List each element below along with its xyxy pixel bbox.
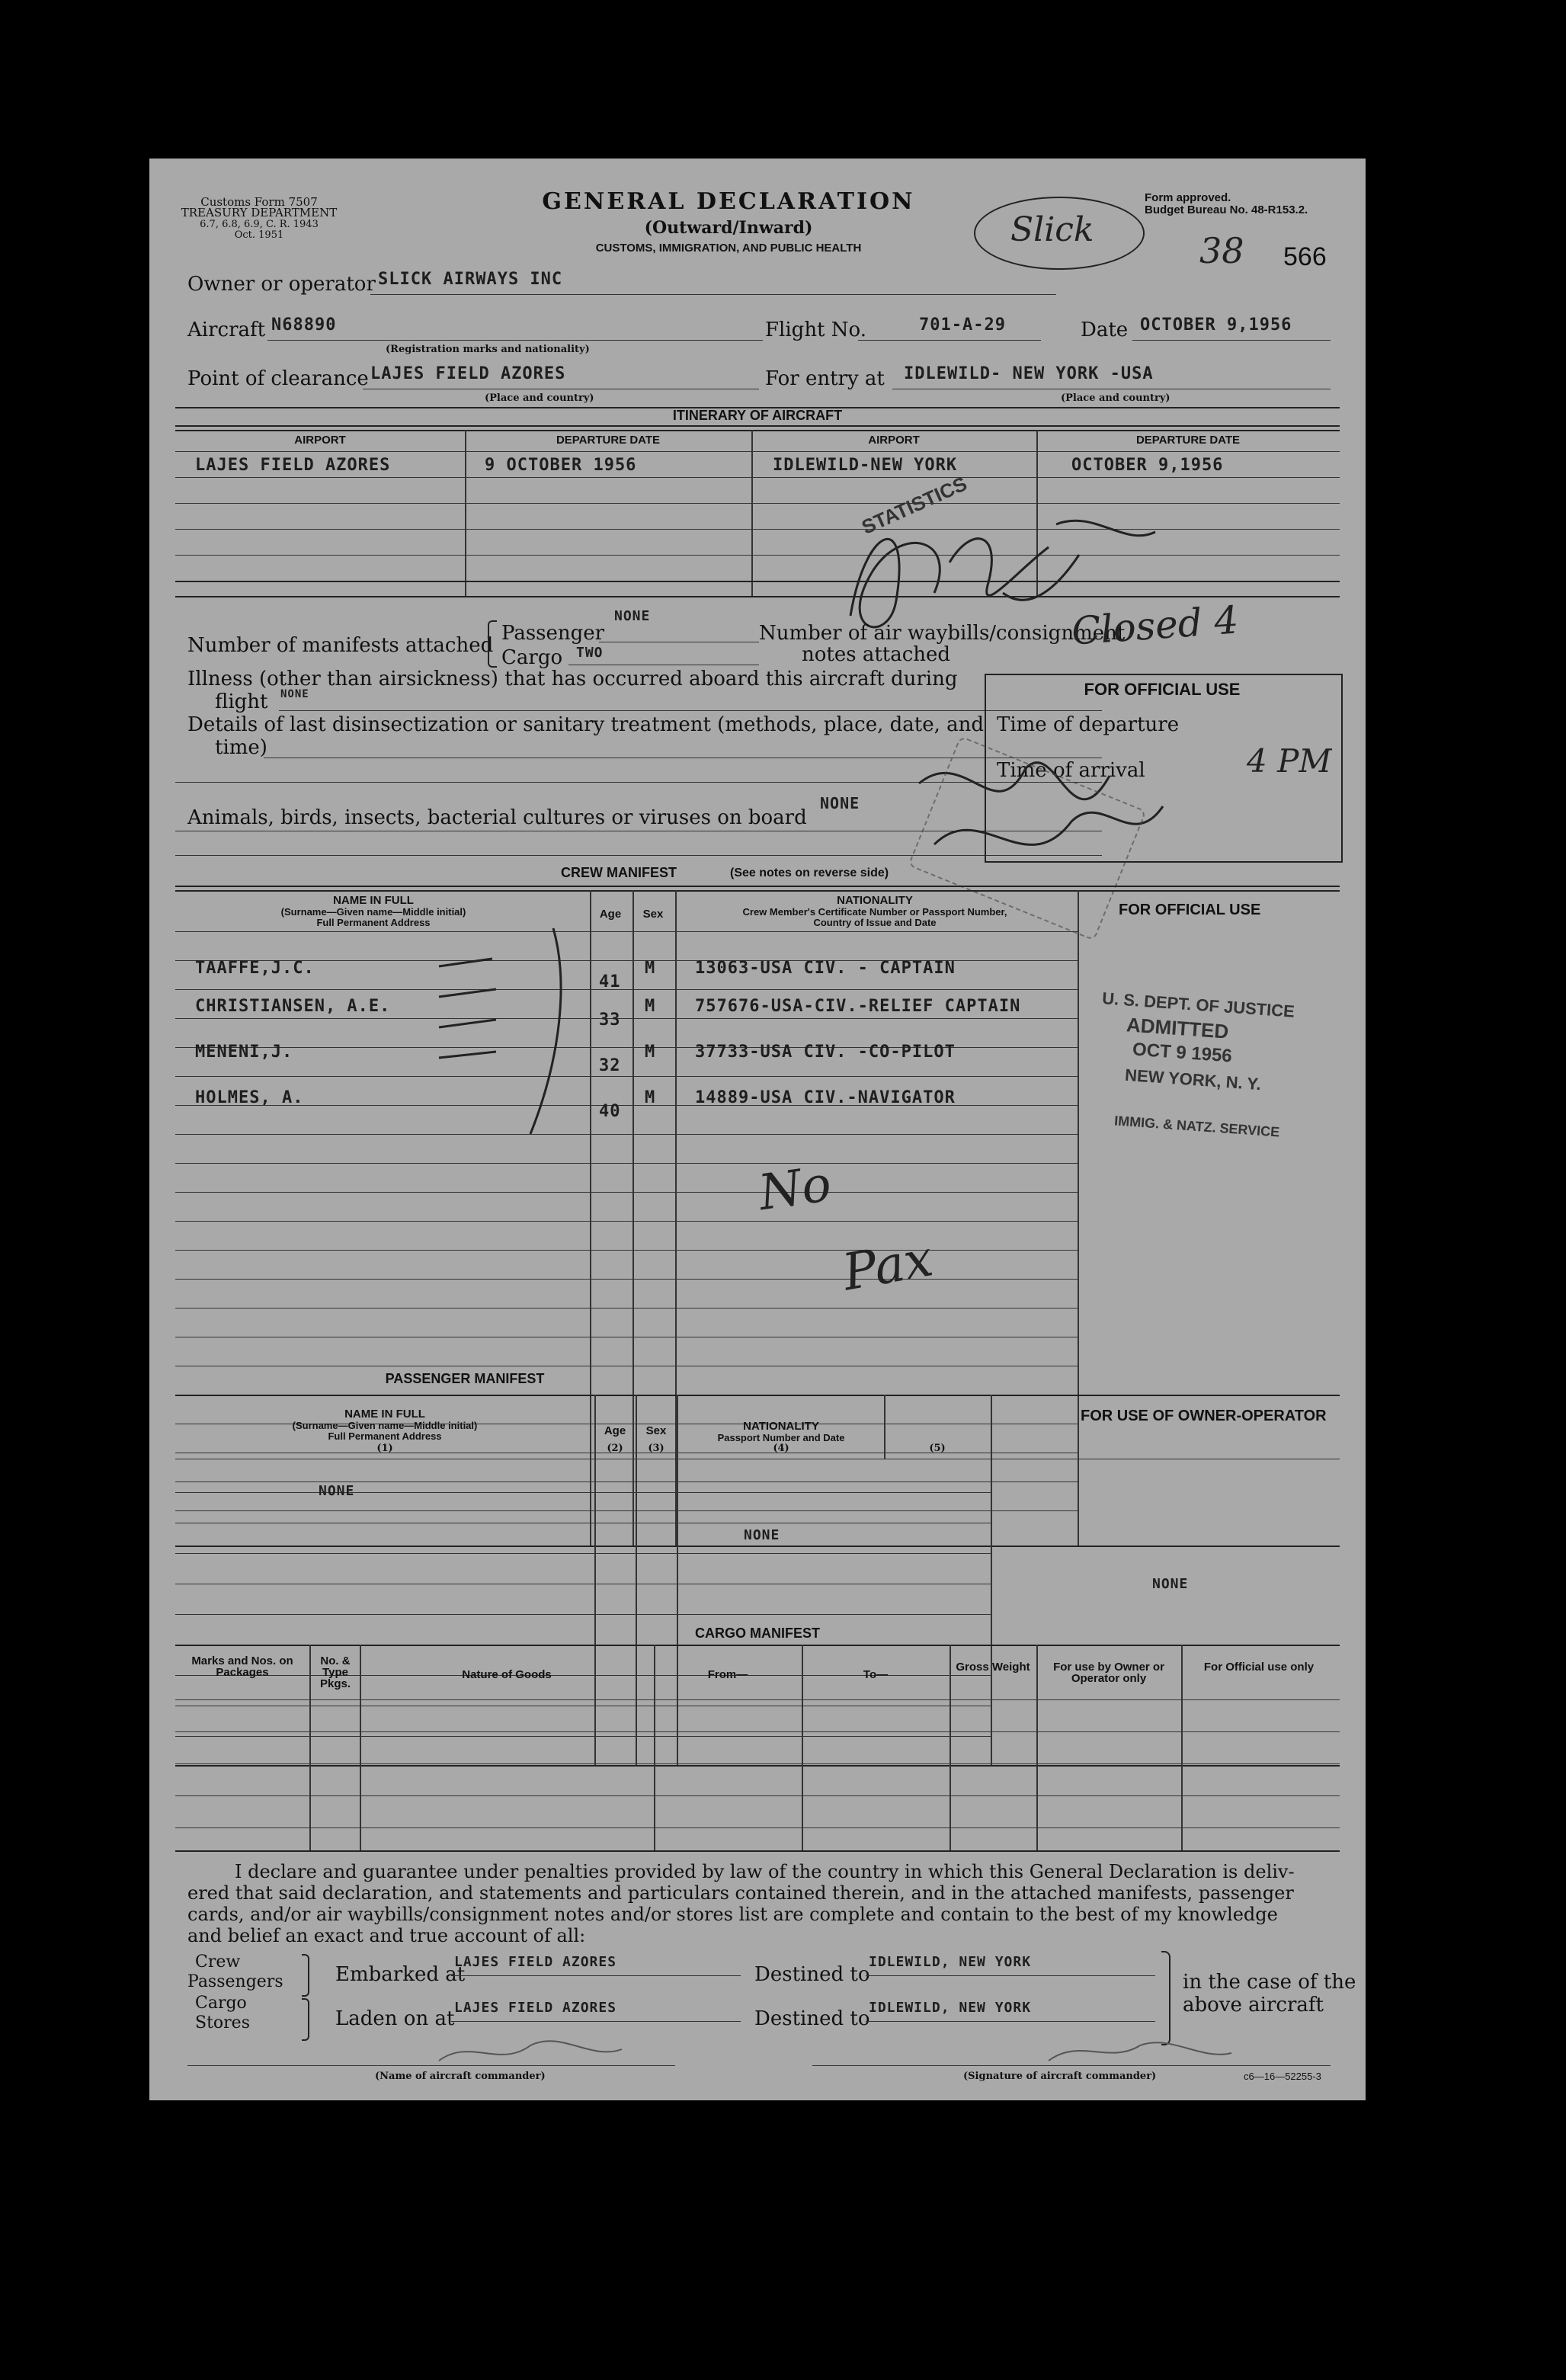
flight-value: 701-A-29 [919,316,1006,335]
cfr-reference: 6.7, 6.8, 6.9, C. R. 1943 [200,219,319,230]
form-title: GENERAL DECLARATION [542,188,915,215]
crew-row-1-cert: 13063-USA CIV. - CAPTAIN [695,959,956,978]
form-subtitle-2: CUSTOMS, IMMIGRATION, AND PUBLIC HEALTH [595,242,862,255]
declaration-line-1: I declare and guarantee under penalties provided by law of the country in which this General Declaration is deliv- [235,1861,1295,1882]
treasury-dept: TREASURY DEPARTMENT [181,206,338,219]
entry-label: For entry at [765,367,885,390]
waybills-label: Number of air waybills/consignment [759,622,1126,645]
crew-title: CREW MANIFEST [561,865,677,880]
stamp-date: OCT 9 1956 [1132,1039,1233,1067]
crew-col-nationality: NATIONALITY [837,894,913,907]
crew-row-1-sex: M [645,959,656,978]
passenger-col-age: Age [604,1424,626,1437]
customs-form-number: Customs Form 7507 [200,195,318,209]
crew-official-use: FOR OFFICIAL USE [1119,902,1261,918]
waybills-label-2: notes attached [802,643,951,666]
crew-row-4-name: HOLMES, A. [195,1088,304,1107]
crew-col-name-2: (Surname—Given name—Middle initial) [280,906,466,918]
itinerary-col-date-2: DEPARTURE DATE [1135,434,1241,447]
handwritten-arrival: 4 PM [1247,742,1332,780]
crew-row-3-age: 32 [599,1056,621,1075]
passenger-col-name-3: Full Permanent Address [328,1430,442,1442]
passenger-manifest-value: NONE [614,608,651,624]
case-note-2: above aircraft [1183,1994,1324,2016]
cargo-col-weight: Gross Weight [956,1661,1030,1674]
owner-use-value: NONE [1152,1576,1189,1592]
crew-check-marks [424,905,576,1149]
passenger-nationality-value: NONE [744,1527,780,1543]
budget-bureau: Budget Bureau No. 48-R153.2. [1145,203,1308,216]
disinsect-label-2: time) [215,736,267,759]
entry-note: (Place and country) [1061,392,1170,404]
passenger-col-5: (5) [929,1443,946,1454]
cargo-col-goods: Nature of Goods [462,1668,552,1681]
clearance-note: (Place and country) [485,392,594,404]
owner-use-title: FOR USE OF OWNER-OPERATOR [1081,1408,1327,1424]
cargo-manifest-value: TWO [576,645,604,661]
itinerary-date-2: OCTOBER 9,1956 [1071,456,1224,475]
handwritten-name: Slick [1010,210,1094,249]
entry-value: IDLEWILD- NEW YORK -USA [904,364,1154,383]
date-value: OCTOBER 9,1956 [1140,316,1292,335]
crew-col-nationality-2: Crew Member's Certificate Number or Passport Number, [742,906,1007,918]
embarked-label: Embarked at [335,1963,466,1986]
stamp-city: NEW YORK, N. Y. [1124,1065,1262,1094]
cargo-col-to: To— [863,1668,889,1681]
cargo-col-pkgs: No. & Type Pkgs. [319,1654,351,1690]
handwritten-number: 38 [1199,230,1244,271]
declaration-line-3: cards, and/or air waybills/consignment notes and/or stores list are complete and contain to the best of my knowledge [187,1904,1278,1925]
embarked-value: LAJES FIELD AZORES [454,1954,617,1970]
cargo-col-owner: For use by Owner or Operator only [1053,1661,1164,1685]
aircraft-value: N68890 [271,316,337,335]
time-departure-label: Time of departure [997,713,1180,736]
crew-row-4-sex: M [645,1088,656,1107]
crew-row-3-sex: M [645,1043,656,1062]
itinerary-col-airport-2: AIRPORT [868,434,920,447]
destined-label-1: Destined to [754,1963,870,1986]
illness-label: Illness (other than airsickness) that has occurred aboard this aircraft during [187,668,958,690]
passenger-col-nationality-num: (4) [773,1443,789,1454]
crew-col-name-3: Full Permanent Address [316,917,431,928]
crew-row-2-name: CHRISTIANSEN, A.E. [195,997,391,1016]
form-subtitle: (Outward/Inward) [644,218,813,238]
flight-word-label: flight [215,690,268,713]
clearance-label: Point of clearance [187,367,369,390]
decl-stores: Stores [195,2013,250,2032]
owner-value: SLICK AIRWAYS INC [378,270,563,289]
passenger-col-nationality-2: Passport Number and Date [717,1432,845,1443]
passenger-manifest-label: Passenger [501,622,605,645]
laden-label: Laden on at [335,2007,455,2030]
destined-value-1: IDLEWILD, NEW YORK [869,1954,1032,1970]
official-use-title: FOR OFFICIAL USE [1084,680,1241,699]
passenger-title: PASSENGER MANIFEST [385,1371,545,1386]
crew-row-1-name: TAAFFE,J.C. [195,959,315,978]
itinerary-col-airport-1: AIRPORT [294,434,346,447]
handwritten-no: No [755,1155,835,1222]
aircraft-label: Aircraft [187,319,266,341]
crew-col-nationality-3: Country of Issue and Date [813,917,937,928]
itinerary-airport-2: IDLEWILD-NEW YORK [773,456,958,475]
animals-value: NONE [820,794,860,812]
print-code: c6—16—52255-3 [1244,2071,1321,2082]
clearance-value: LAJES FIELD AZORES [370,364,566,383]
flight-label: Flight No. [765,319,866,341]
crew-row-2-sex: M [645,997,656,1016]
destined-label-2: Destined to [754,2007,870,2030]
cargo-col-marks: Marks and Nos. on Packages [191,1654,293,1679]
owner-label: Owner or operator [187,273,376,296]
time-arrival-label: Time of arrival [997,759,1145,782]
itinerary-date-1: 9 OCTOBER 1956 [485,456,637,475]
handwritten-closed: Closed 4 [1070,597,1241,654]
passenger-col-name-num: (1) [376,1443,393,1454]
crew-title-note: (See notes on reverse side) [730,866,889,879]
commander-name-label: (Name of aircraft commander) [375,2071,546,2082]
cargo-col-from: From— [707,1668,748,1681]
declaration-form [149,159,1366,2100]
animals-label: Animals, birds, insects, bacterial cultures or viruses on board [187,806,807,829]
aircraft-note: (Registration marks and nationality) [386,344,590,355]
form-date: Oct. 1951 [234,229,284,241]
case-note-1: in the case of the [1183,1971,1356,1994]
crew-row-2-age: 33 [599,1011,621,1030]
passenger-col-name: NAME IN FULL [344,1408,425,1421]
disinsect-label: Details of last disinsectization or sanitary treatment (methods, place, date, and [187,713,985,736]
declaration-line-4: and belief an exact and true account of all: [187,1925,586,1946]
passenger-col-sex-num: (3) [648,1443,665,1454]
crew-row-3-name: MENENI,J. [195,1043,293,1062]
stamp-dept-justice: U. S. DEPT. OF JUSTICE [1101,988,1295,1021]
crew-row-2-cert: 757676-USA-CIV.-RELIEF CAPTAIN [695,997,1021,1016]
passenger-name-value: NONE [319,1483,355,1499]
cargo-title: CARGO MANIFEST [695,1626,820,1641]
destined-value-2: IDLEWILD, NEW YORK [869,2000,1032,2016]
form-approved: Form approved. [1145,191,1231,204]
passenger-col-sex: Sex [645,1424,667,1437]
crew-col-name: NAME IN FULL [333,894,414,907]
illness-value: NONE [280,688,309,700]
itinerary-col-date-1: DEPARTURE DATE [556,434,661,447]
laden-value: LAJES FIELD AZORES [454,2000,617,2016]
commander-signature-label: (Signature of aircraft commander) [963,2071,1157,2082]
date-label: Date [1081,319,1129,341]
decl-cargo: Cargo [195,1994,247,2013]
passenger-col-name-2: (Surname—Given name—Middle initial) [292,1420,478,1431]
decl-crew: Crew [195,1952,241,1972]
page-number: 566 [1283,242,1327,271]
crew-row-4-cert: 14889-USA CIV.-NAVIGATOR [695,1088,956,1107]
crew-row-1-age: 41 [599,972,621,991]
crew-col-sex: Sex [642,908,664,921]
decl-passengers: Passengers [187,1972,283,1991]
stamp-service: IMMIG. & NATZ. SERVICE [1113,1113,1280,1140]
crew-row-3-cert: 37733-USA CIV. -CO-PILOT [695,1043,956,1062]
cargo-manifest-label: Cargo [501,646,563,669]
itinerary-title: ITINERARY OF AIRCRAFT [672,408,843,423]
passenger-col-nationality: NATIONALITY [743,1420,819,1433]
statistics-stamp: STATISTICS [858,472,971,539]
cargo-col-official: For Official use only [1203,1661,1315,1674]
itinerary-airport-1: LAJES FIELD AZORES [195,456,391,475]
manifests-label: Number of manifests attached [187,634,494,657]
crew-col-age: Age [599,908,622,921]
passenger-col-age-num: (2) [607,1443,623,1454]
faint-signatures [424,2030,1262,2076]
handwritten-pax: Pax [838,1228,937,1302]
declaration-line-2: ered that said declaration, and statements and particulars contained therein, and in the attached manifests, passenger [187,1882,1294,1904]
crew-row-4-age: 40 [599,1102,621,1121]
stamp-admitted: ADMITTED [1126,1013,1230,1043]
